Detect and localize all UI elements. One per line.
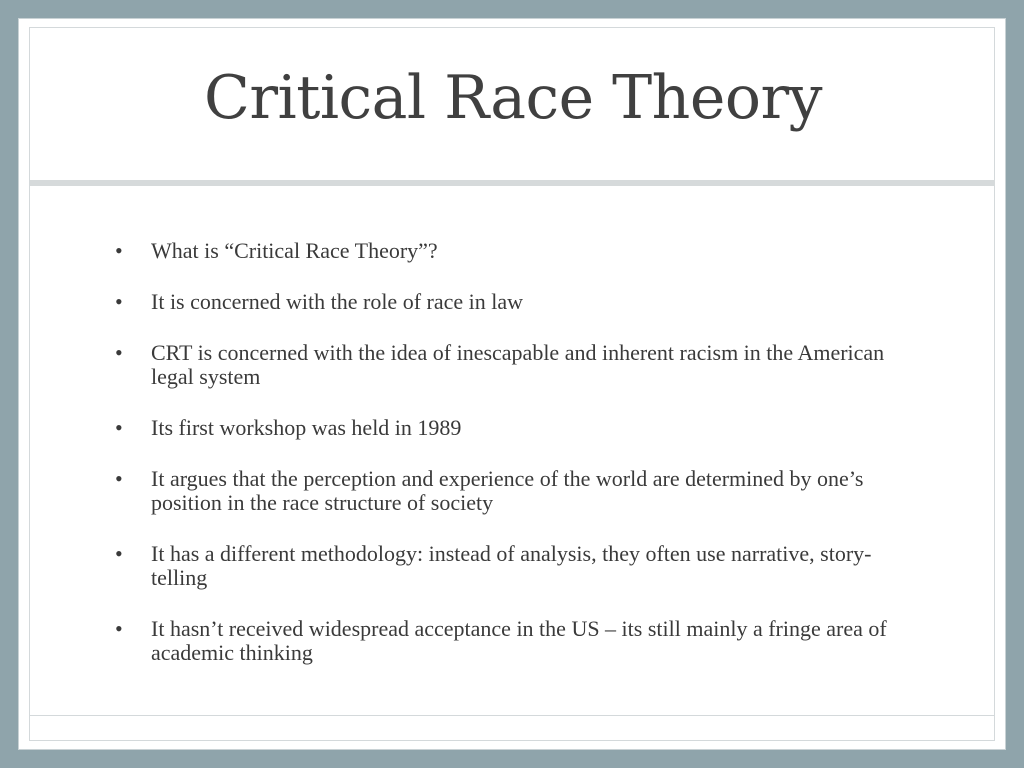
bullet-item <box>115 542 895 590</box>
bullet-text: It has a different methodology: instead of analysis, they often use narrative, story-telling <box>151 541 872 590</box>
bullet-icon: • <box>115 616 123 641</box>
bullet-text: CRT is concerned with the idea of inescapable and inherent racism in the American legal system <box>151 340 885 389</box>
title-divider <box>30 180 995 186</box>
bullet-text: It argues that the perception and experience of the world are determined by one’s position in the race structure of society <box>151 466 864 515</box>
bullet-item <box>115 416 895 440</box>
bullet-item <box>115 341 895 389</box>
bullet-icon: • <box>115 238 123 263</box>
slide-title: Critical Race Theory <box>203 63 823 133</box>
bottom-divider <box>30 715 995 716</box>
bullet-icon: • <box>115 466 123 491</box>
bullet-item <box>115 617 895 665</box>
bullet-text: It is concerned with the role of race in law <box>151 289 524 314</box>
bullet-text: Its first workshop was held in 1989 <box>151 415 462 440</box>
bullet-list <box>115 239 895 692</box>
bullet-text: What is “Critical Race Theory”? <box>151 238 438 263</box>
bullet-icon: • <box>115 340 123 365</box>
bullet-item <box>115 467 895 515</box>
bullet-icon: • <box>115 541 123 566</box>
bullet-item <box>115 290 895 314</box>
slide <box>18 18 1006 750</box>
bullet-icon: • <box>115 289 123 314</box>
bullet-text: It hasn’t received widespread acceptance in the US – its still mainly a fringe area of academic thinking <box>151 616 887 665</box>
bullet-icon: • <box>115 415 123 440</box>
bullet-item <box>115 239 895 263</box>
